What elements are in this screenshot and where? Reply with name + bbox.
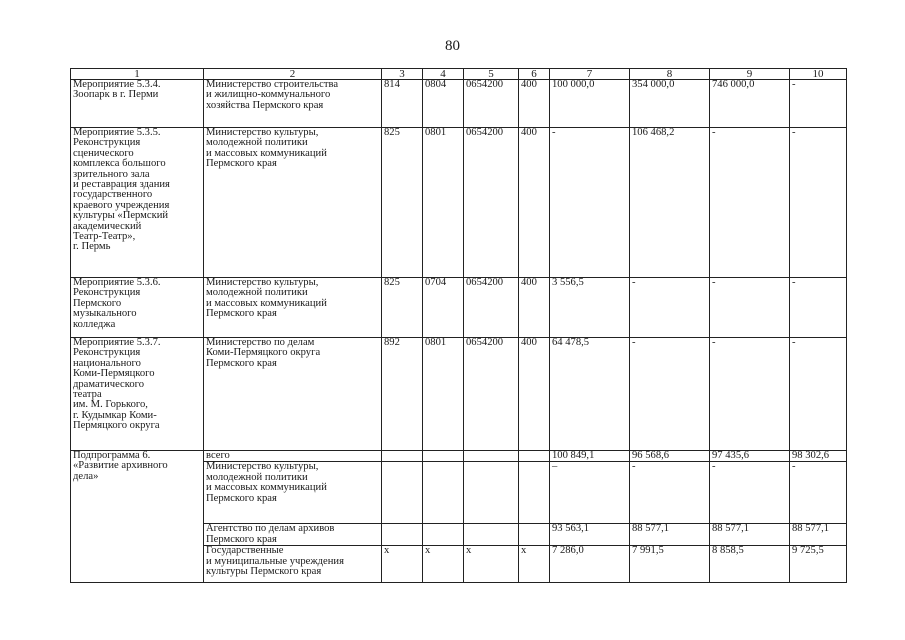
- subprogram-title: [71, 451, 204, 583]
- activity-name-line: Реконструкция: [73, 347, 141, 359]
- amount-col8: 354 000,0: [630, 80, 710, 128]
- activity-name-line: драматического: [73, 378, 145, 390]
- activity-name-line: краевого учреждения: [73, 199, 170, 211]
- activity-name: [71, 338, 204, 451]
- responsible-body-line: Министерство по делам: [206, 337, 315, 348]
- responsible-body-line: Министерство строительства: [206, 79, 339, 90]
- target-article-code: 0654200: [464, 80, 519, 128]
- responsible-body-line: и массовых коммуникаций: [206, 482, 327, 494]
- activity-name: [71, 80, 204, 128]
- activity-name-line: Театр-Театр»,: [73, 231, 136, 243]
- activity-name-line: музыкального: [73, 308, 137, 320]
- amount-col8: -: [630, 278, 710, 338]
- target-article-code: х: [464, 546, 519, 583]
- responsible-body-line: и жилищно-коммунального: [206, 89, 331, 101]
- subprogram-title-line: «Развитие архивного: [73, 460, 168, 472]
- activity-name-line: комплекса большого: [73, 158, 166, 170]
- expense-type-code: [519, 462, 550, 524]
- responsible-body-line: Агентство по делам архивов: [206, 523, 335, 535]
- column-number: 3: [382, 69, 423, 80]
- section-code: 0804: [423, 80, 464, 128]
- column-number-row: [71, 69, 847, 80]
- amount-col7: 7 286,0: [550, 546, 630, 583]
- amount-col7: 100 000,0: [550, 80, 630, 128]
- amount-col8: -: [630, 338, 710, 451]
- responsible-body-line: молодежной политики: [206, 137, 308, 149]
- amount-col8: 88 577,1: [630, 524, 710, 546]
- activity-name-line: Мероприятие 5.3.6.: [73, 277, 161, 288]
- column-number: 8: [630, 69, 710, 80]
- amount-col10: -: [790, 462, 847, 524]
- column-number: 10: [790, 69, 847, 80]
- responsible-body: [204, 546, 382, 583]
- activity-name-line: государственного: [73, 189, 153, 201]
- amount-col9: 97 435,6: [710, 451, 790, 462]
- responsible-body-line: молодежной политики: [206, 471, 308, 483]
- table-row: [71, 338, 847, 451]
- amount-col10: -: [790, 278, 847, 338]
- activity-name-line: театра: [73, 389, 102, 401]
- activity-name-line: культуры «Пермский: [73, 210, 169, 222]
- amount-col8: 106 468,2: [630, 128, 710, 278]
- activity-name: [71, 278, 204, 338]
- responsible-body: [204, 80, 382, 128]
- amount-col9: 8 858,5: [710, 546, 790, 583]
- activity-name-line: зрительного зала: [73, 168, 150, 180]
- amount-col8: 7 991,5: [630, 546, 710, 583]
- amount-col10: -: [790, 80, 847, 128]
- responsible-body: [204, 462, 382, 524]
- amount-col10: -: [790, 338, 847, 451]
- responsible-body-line: хозяйства Пермского края: [206, 99, 324, 111]
- activity-name-line: колледжа: [73, 318, 116, 330]
- responsible-body-line: Пермского края: [206, 158, 277, 170]
- amount-col8: 96 568,6: [630, 451, 710, 462]
- ministry-code: х: [382, 546, 423, 583]
- column-number: 2: [204, 69, 382, 80]
- activity-name-line: Реконструкция: [73, 287, 141, 299]
- activity-name-line: академический: [73, 220, 142, 232]
- ministry-code: 892: [382, 338, 423, 451]
- ministry-code: 814: [382, 80, 423, 128]
- expense-type-code: 400: [519, 128, 550, 278]
- responsible-body-line: и массовых коммуникаций: [206, 147, 327, 159]
- activity-name: [71, 128, 204, 278]
- column-number: 7: [550, 69, 630, 80]
- responsible-body-line: Министерство культуры,: [206, 277, 319, 288]
- activity-name-line: им. М. Горького,: [73, 399, 148, 411]
- expense-type-code: 400: [519, 80, 550, 128]
- amount-col10: 88 577,1: [790, 524, 847, 546]
- responsible-body-line: Пермского края: [206, 492, 277, 504]
- activity-name-line: Зоопарк в г. Перми: [73, 89, 159, 101]
- responsible-body-line: Государственные: [206, 545, 284, 557]
- amount-col10: 9 725,5: [790, 546, 847, 583]
- responsible-body: [204, 338, 382, 451]
- amount-col9: -: [710, 338, 790, 451]
- section-code: 0801: [423, 338, 464, 451]
- expense-type-code: [519, 524, 550, 546]
- responsible-body-line: культуры Пермского края: [206, 566, 322, 578]
- section-code: 0704: [423, 278, 464, 338]
- activity-name-line: Мероприятие 5.3.5.: [73, 127, 161, 138]
- ministry-code: 825: [382, 128, 423, 278]
- responsible-body-line: Пермского края: [206, 357, 277, 369]
- amount-col9: 746 000,0: [710, 80, 790, 128]
- section-code: [423, 451, 464, 462]
- responsible-body-line: Коми-Пермяцкого округа: [206, 347, 321, 359]
- ministry-code: 825: [382, 278, 423, 338]
- column-number: 1: [71, 69, 204, 80]
- expense-type-code: 400: [519, 278, 550, 338]
- amount-col8: -: [630, 462, 710, 524]
- section-code: [423, 462, 464, 524]
- activity-name-line: Мероприятие 5.3.7.: [73, 337, 161, 348]
- ministry-code: [382, 462, 423, 524]
- column-number: 4: [423, 69, 464, 80]
- responsible-body-line: всего: [206, 450, 230, 461]
- subprogram-title-line: дела»: [73, 470, 99, 482]
- responsible-body-line: Пермского края: [206, 308, 277, 320]
- section-code: [423, 524, 464, 546]
- column-number: 9: [710, 69, 790, 80]
- responsible-body: [204, 278, 382, 338]
- column-number: 5: [464, 69, 519, 80]
- amount-col10: 98 302,6: [790, 451, 847, 462]
- activity-name-line: Мероприятие 5.3.4.: [73, 79, 161, 90]
- responsible-body-line: молодежной политики: [206, 287, 308, 299]
- responsible-body-line: Министерство культуры,: [206, 127, 319, 138]
- activity-name-line: Пермского: [73, 297, 122, 309]
- activity-name-line: сценического: [73, 147, 134, 159]
- amount-col7: 93 563,1: [550, 524, 630, 546]
- activity-name-line: национального: [73, 357, 141, 369]
- subprogram-title-line: Подпрограмма 6.: [73, 450, 151, 461]
- activity-name-line: и реставрация здания: [73, 179, 170, 191]
- section-code: х: [423, 546, 464, 583]
- responsible-body-line: и муниципальные учреждения: [206, 555, 344, 567]
- activity-name-line: Коми-Пермяцкого: [73, 368, 155, 380]
- responsible-body-line: и массовых коммуникаций: [206, 297, 327, 309]
- expense-type-code: [519, 451, 550, 462]
- table-row: [71, 451, 847, 462]
- amount-col7: 64 478,5: [550, 338, 630, 451]
- expense-type-code: 400: [519, 338, 550, 451]
- ministry-code: [382, 451, 423, 462]
- page-number: 80: [445, 38, 460, 54]
- amount-col9: 88 577,1: [710, 524, 790, 546]
- amount-col7: 3 556,5: [550, 278, 630, 338]
- responsible-body: [204, 524, 382, 546]
- activity-name-line: Реконструкция: [73, 137, 141, 149]
- responsible-body: [204, 451, 382, 462]
- responsible-body-line: Пермского края: [206, 533, 277, 545]
- amount-col9: -: [710, 462, 790, 524]
- table-row: [71, 128, 847, 278]
- budget-table: [70, 68, 847, 583]
- responsible-body: [204, 128, 382, 278]
- amount-col10: -: [790, 128, 847, 278]
- activity-name-line: г. Пермь: [73, 241, 111, 253]
- target-article-code: [464, 524, 519, 546]
- amount-col9: -: [710, 128, 790, 278]
- target-article-code: [464, 462, 519, 524]
- target-article-code: 0654200: [464, 128, 519, 278]
- amount-col7: –: [550, 462, 630, 524]
- target-article-code: 0654200: [464, 338, 519, 451]
- responsible-body-line: Министерство культуры,: [206, 461, 319, 473]
- amount-col7: -: [550, 128, 630, 278]
- amount-col7: 100 849,1: [550, 451, 630, 462]
- target-article-code: [464, 451, 519, 462]
- activity-name-line: Пермяцкого округа: [73, 420, 160, 432]
- ministry-code: [382, 524, 423, 546]
- activity-name-line: г. Кудымкар Коми-: [73, 409, 157, 421]
- expense-type-code: х: [519, 546, 550, 583]
- target-article-code: 0654200: [464, 278, 519, 338]
- amount-col9: -: [710, 278, 790, 338]
- table-row: [71, 278, 847, 338]
- column-number: 6: [519, 69, 550, 80]
- table-row: [71, 80, 847, 128]
- section-code: 0801: [423, 128, 464, 278]
